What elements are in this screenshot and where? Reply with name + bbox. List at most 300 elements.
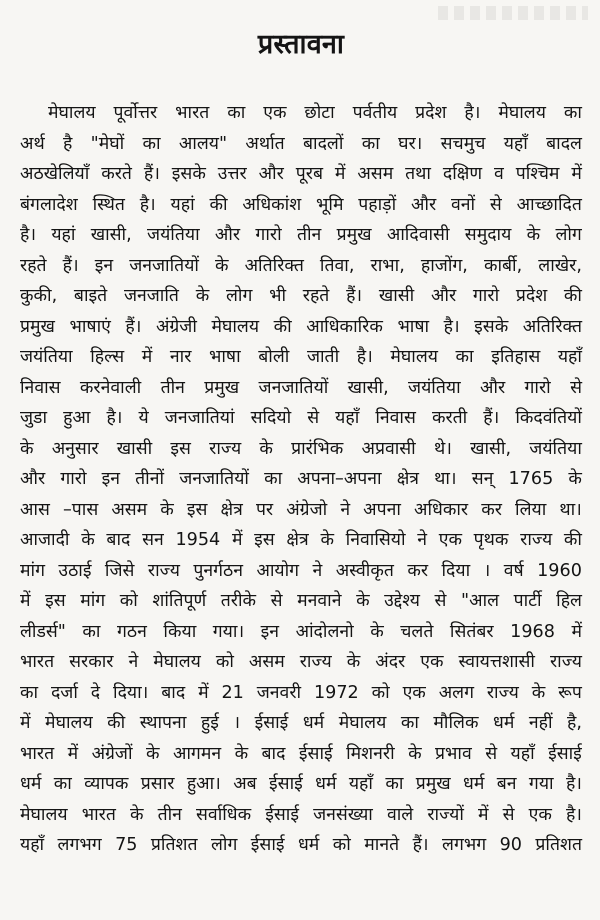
word: के bbox=[81, 530, 95, 550]
word: आस bbox=[20, 499, 50, 520]
word: में bbox=[334, 164, 346, 184]
word: तीनों bbox=[135, 469, 165, 489]
word: का bbox=[563, 103, 582, 123]
word: से bbox=[485, 743, 498, 764]
word: राज्य bbox=[549, 652, 582, 672]
word: का bbox=[82, 621, 101, 642]
word: वाले bbox=[386, 804, 414, 825]
word: जयंतिया bbox=[408, 377, 461, 398]
word: 1968 bbox=[510, 621, 555, 642]
word: गठन bbox=[117, 621, 147, 642]
word: प्रदेश bbox=[515, 286, 548, 306]
word: खासी bbox=[378, 286, 415, 306]
word: वर्ष bbox=[503, 560, 524, 581]
word: के bbox=[215, 255, 229, 276]
word: को bbox=[371, 682, 390, 703]
word: यहां bbox=[170, 194, 195, 215]
word: आंदोलनो bbox=[295, 621, 354, 642]
word: प्रतिशत bbox=[535, 835, 582, 855]
word: प्रतिशत bbox=[150, 835, 198, 855]
word: अनुसार bbox=[51, 438, 99, 459]
word: उद्देश्य bbox=[384, 591, 420, 611]
word: ने bbox=[417, 530, 428, 550]
word: के bbox=[370, 621, 384, 642]
word: कुकी, bbox=[20, 286, 58, 306]
word: जनजाति bbox=[123, 286, 179, 306]
word: करते bbox=[101, 164, 132, 184]
word: असम bbox=[357, 164, 394, 184]
text-line bbox=[20, 525, 582, 556]
word: में bbox=[20, 713, 31, 733]
word: तीन bbox=[160, 377, 185, 398]
word: से bbox=[489, 194, 502, 215]
word: यहाँ bbox=[335, 408, 360, 428]
word: जनवरी bbox=[256, 682, 302, 703]
word: धर्म bbox=[315, 774, 337, 794]
word: करती bbox=[431, 408, 468, 428]
word: हैं। bbox=[412, 835, 429, 855]
word: धर्म bbox=[302, 713, 325, 733]
word: व bbox=[494, 164, 504, 184]
word: से bbox=[570, 377, 582, 398]
word: ईसाई bbox=[250, 835, 285, 855]
word: मेघालय bbox=[338, 713, 387, 733]
word: रूप bbox=[558, 682, 582, 703]
word: 1960 bbox=[537, 560, 582, 581]
word: रहते bbox=[302, 286, 330, 306]
text-line bbox=[20, 769, 582, 800]
word: जयंतिया bbox=[20, 347, 73, 367]
word: क्षेत्र bbox=[286, 530, 309, 550]
word: इतिहास bbox=[491, 347, 541, 367]
word: पूर्वोत्तर bbox=[113, 103, 158, 123]
text-line bbox=[20, 739, 582, 770]
word: सन bbox=[142, 530, 164, 550]
word: निवासियो bbox=[345, 530, 406, 550]
word: आधिकारिक bbox=[306, 316, 383, 337]
word: ईसाई bbox=[298, 743, 333, 764]
word: से bbox=[434, 591, 447, 611]
word: अंग्रेजों bbox=[91, 743, 133, 764]
word: मिशनरी bbox=[346, 743, 395, 764]
word: प्रदेश bbox=[415, 103, 447, 123]
word: दक्षिण bbox=[442, 164, 483, 184]
word: जयंतिया bbox=[147, 225, 200, 245]
word: लगभग bbox=[57, 835, 102, 855]
word: प्रमुख bbox=[20, 316, 55, 337]
word: मेघालय bbox=[48, 103, 96, 123]
word: की bbox=[107, 713, 126, 733]
word: पुनर्गठन bbox=[193, 560, 243, 581]
word: कर bbox=[481, 499, 502, 520]
word: है। bbox=[20, 225, 37, 245]
word: हिल्स bbox=[90, 347, 125, 367]
word: को bbox=[332, 835, 351, 855]
word: और bbox=[20, 469, 46, 489]
word: यहाँ bbox=[348, 774, 373, 794]
word: इसके bbox=[171, 164, 206, 184]
word: का bbox=[361, 133, 380, 154]
word: इस bbox=[45, 591, 66, 611]
word: मेघालय bbox=[211, 316, 260, 337]
word: का bbox=[455, 347, 474, 367]
word: जनजातियों bbox=[129, 255, 199, 276]
word: के bbox=[531, 682, 546, 703]
word: हैं। bbox=[346, 286, 363, 306]
word: नहीं bbox=[528, 713, 553, 733]
word: जुडा bbox=[20, 408, 48, 428]
word: जनसंख्या bbox=[313, 804, 373, 825]
word: इन bbox=[101, 469, 121, 489]
word: धर्म bbox=[493, 713, 515, 733]
word: भारत bbox=[20, 652, 55, 672]
word: है। bbox=[565, 774, 582, 794]
word: वनों bbox=[450, 194, 476, 215]
word: 21 bbox=[221, 682, 244, 703]
word: सदियो bbox=[250, 408, 292, 428]
word: में bbox=[477, 804, 489, 825]
word: प्रमुख bbox=[204, 377, 240, 398]
word: सचमुच bbox=[440, 133, 486, 154]
word: एक bbox=[528, 804, 552, 825]
word: 1972 bbox=[313, 682, 359, 703]
word: भारत bbox=[20, 743, 55, 764]
word: के bbox=[234, 743, 249, 764]
word: राज्य bbox=[299, 652, 332, 672]
word: इस bbox=[186, 499, 208, 520]
word: दे bbox=[90, 682, 101, 703]
word: बाद bbox=[106, 530, 131, 550]
word: की bbox=[563, 286, 582, 306]
word: इन bbox=[94, 255, 114, 276]
word: असम bbox=[248, 652, 285, 672]
text-line bbox=[20, 373, 582, 404]
word: अठखेलियाँ bbox=[20, 164, 90, 184]
word: स्थापना bbox=[139, 713, 187, 733]
word: लगभग bbox=[442, 835, 487, 855]
text-line bbox=[20, 190, 582, 221]
word: तीन bbox=[157, 804, 182, 825]
text-line bbox=[20, 708, 582, 739]
word: पश्चिम bbox=[515, 164, 560, 184]
text-line bbox=[20, 312, 582, 343]
word: राज्यों bbox=[427, 804, 464, 825]
word: पहाड़ों bbox=[358, 194, 397, 215]
word: गारो bbox=[472, 286, 500, 306]
word: बाद bbox=[161, 682, 186, 703]
word: जनजातियों bbox=[258, 377, 329, 398]
word: मेघालय bbox=[390, 347, 438, 367]
word: और bbox=[214, 225, 241, 245]
word: के bbox=[145, 743, 160, 764]
word: एक bbox=[263, 103, 287, 123]
word: ने bbox=[312, 560, 323, 581]
word: "आल bbox=[461, 591, 500, 611]
word: का bbox=[385, 774, 404, 794]
word: अलग bbox=[438, 682, 474, 703]
word: आदिवासी bbox=[386, 225, 450, 245]
word: और bbox=[258, 164, 284, 184]
text-line bbox=[20, 251, 582, 282]
word: को bbox=[119, 591, 138, 611]
word: है bbox=[62, 133, 73, 154]
word: है। bbox=[464, 103, 481, 123]
text-line bbox=[20, 617, 582, 648]
word: यहाँ bbox=[20, 835, 45, 855]
word: बाद bbox=[261, 743, 286, 764]
word: को bbox=[215, 652, 234, 672]
word: छोटा bbox=[304, 103, 335, 123]
word: दिया। bbox=[113, 682, 149, 703]
word: ईसाई bbox=[269, 774, 303, 794]
word: सरकार bbox=[69, 652, 114, 672]
word: के bbox=[259, 438, 273, 459]
word: से bbox=[270, 591, 283, 611]
word: मेघालय bbox=[20, 804, 68, 825]
word: बन bbox=[496, 774, 517, 794]
word: भाषा bbox=[209, 347, 241, 367]
word: के bbox=[129, 804, 144, 825]
word: धर्म bbox=[297, 835, 320, 855]
word: भाषा bbox=[397, 316, 430, 337]
word: पर bbox=[255, 499, 274, 520]
word: राज्य bbox=[520, 530, 553, 550]
word: था। bbox=[434, 469, 457, 489]
text-line bbox=[20, 403, 582, 434]
word: चलते bbox=[400, 621, 434, 642]
word: 75 bbox=[115, 835, 138, 855]
word: भी bbox=[269, 286, 287, 306]
word: एक bbox=[420, 652, 444, 672]
word: के bbox=[568, 469, 582, 489]
word: लाखेर, bbox=[538, 255, 582, 276]
word: के bbox=[195, 286, 210, 306]
word: के bbox=[408, 743, 422, 764]
word: स्थित bbox=[92, 194, 125, 215]
text-line bbox=[20, 342, 582, 373]
word: और bbox=[410, 194, 437, 215]
word: खासी, bbox=[90, 225, 132, 245]
word: अंग्रेजी bbox=[155, 316, 197, 337]
word: से bbox=[502, 804, 515, 825]
word: यहां bbox=[51, 225, 76, 245]
word: जनजातियों bbox=[179, 469, 249, 489]
word: और bbox=[430, 286, 457, 306]
word: के bbox=[320, 530, 334, 550]
word: का bbox=[53, 774, 72, 794]
word: राभा, bbox=[370, 255, 405, 276]
word: के bbox=[356, 591, 370, 611]
word: कर bbox=[407, 560, 429, 581]
word: असम bbox=[111, 499, 148, 520]
word: मेघालय bbox=[45, 713, 93, 733]
word: है। bbox=[356, 347, 373, 367]
word: मांग bbox=[80, 591, 106, 611]
word: गारो bbox=[60, 469, 87, 489]
word: हुआ bbox=[63, 408, 91, 428]
word: आजादी bbox=[20, 530, 70, 550]
page-title: प्रस्तावना bbox=[257, 29, 345, 60]
word: निवास bbox=[375, 408, 416, 428]
text-line bbox=[20, 800, 582, 831]
word: तिवा, bbox=[319, 255, 355, 276]
word: अप्रवासी bbox=[361, 438, 416, 459]
word: मेघालय bbox=[498, 103, 546, 123]
word: के bbox=[20, 438, 34, 459]
word: जनजातियां bbox=[164, 408, 235, 428]
text-line bbox=[20, 220, 582, 251]
body-paragraph bbox=[20, 98, 582, 861]
word: कार्बी, bbox=[483, 255, 523, 276]
word: सन् bbox=[471, 469, 494, 489]
word: ईसाई bbox=[254, 713, 289, 733]
word: यहाँ bbox=[557, 347, 582, 367]
word: 1765 bbox=[508, 469, 554, 489]
word: पार्टी bbox=[513, 591, 542, 611]
text-line bbox=[20, 159, 582, 190]
word: उठाई bbox=[58, 560, 92, 581]
word: क्षेत्र bbox=[396, 469, 420, 489]
word: बाइते bbox=[73, 286, 108, 306]
word: भाषाएं bbox=[69, 316, 111, 337]
word: लोग bbox=[210, 835, 238, 855]
word: अर्थ bbox=[20, 133, 45, 154]
word: ईसाई bbox=[548, 743, 582, 764]
word: प्रभाव bbox=[435, 743, 472, 764]
word: –पास bbox=[62, 499, 99, 520]
word: किया bbox=[163, 621, 197, 642]
word: अपना–अपना bbox=[297, 469, 382, 489]
word: सर्वाधिक bbox=[196, 804, 252, 825]
word: घर। bbox=[398, 133, 423, 154]
word: में bbox=[231, 530, 243, 550]
word: थे। bbox=[433, 438, 452, 459]
word: के bbox=[346, 652, 361, 672]
word: लिया bbox=[515, 499, 547, 520]
word: दिया bbox=[441, 560, 471, 581]
word: यहाँ bbox=[503, 133, 528, 154]
word: गया bbox=[528, 774, 554, 794]
word: रहते bbox=[20, 255, 47, 276]
word: तीन bbox=[296, 225, 322, 245]
word: में bbox=[198, 682, 209, 703]
word: हैं। bbox=[62, 255, 79, 276]
word: हैं। bbox=[125, 316, 142, 337]
word: सितंबर bbox=[449, 621, 494, 642]
word: तथा bbox=[405, 164, 431, 184]
word: राज्य bbox=[209, 438, 242, 459]
word: ईसाई bbox=[265, 804, 299, 825]
word: अर्थात bbox=[245, 133, 285, 154]
text-line bbox=[20, 556, 582, 587]
word: का bbox=[20, 682, 39, 703]
word: का bbox=[400, 713, 419, 733]
word: का bbox=[227, 103, 246, 123]
word: में bbox=[141, 347, 153, 367]
word: है। bbox=[139, 194, 156, 215]
word: ने bbox=[340, 499, 351, 520]
word: लोग bbox=[225, 286, 253, 306]
word: भारत bbox=[81, 804, 116, 825]
word: अंग्रेजो bbox=[286, 499, 328, 520]
text-line bbox=[20, 647, 582, 678]
text-line bbox=[20, 281, 582, 312]
word: निवास bbox=[20, 377, 61, 398]
word: उत्तर bbox=[217, 164, 247, 184]
word: बंगलादेश bbox=[20, 194, 78, 215]
word: में bbox=[571, 621, 582, 642]
word: अपना bbox=[363, 499, 401, 520]
word: शांतिपूर्ण bbox=[152, 591, 207, 611]
word: है। bbox=[443, 316, 460, 337]
word: । bbox=[483, 560, 491, 581]
word: एक bbox=[402, 682, 426, 703]
word: इस bbox=[254, 530, 275, 550]
word: अधिकांश bbox=[242, 194, 302, 215]
word: आच्छादित bbox=[516, 194, 582, 215]
word: में bbox=[67, 743, 79, 764]
word: खासी bbox=[116, 438, 153, 459]
text-line bbox=[20, 464, 582, 495]
word: हुआ। bbox=[186, 774, 221, 794]
word: हैं। bbox=[143, 164, 160, 184]
word: का bbox=[264, 469, 283, 489]
word: और bbox=[479, 377, 506, 398]
word: के bbox=[526, 225, 541, 245]
word: तरीके bbox=[220, 591, 257, 611]
word: ये bbox=[138, 408, 149, 428]
word: दर्जा bbox=[50, 682, 78, 703]
word: 90 bbox=[499, 835, 522, 855]
word: आयोग bbox=[256, 560, 300, 581]
word: । bbox=[233, 713, 241, 733]
word: अतिरिक्त bbox=[244, 255, 304, 276]
word: था। bbox=[559, 499, 582, 520]
word: मनवाने bbox=[297, 591, 342, 611]
text-line bbox=[20, 586, 582, 617]
word: पृथक bbox=[473, 530, 509, 550]
word: जयंतिया bbox=[529, 438, 582, 459]
word: यहाँ bbox=[510, 743, 535, 764]
word: स्वायत्तशासी bbox=[458, 652, 535, 672]
word: मौलिक bbox=[433, 713, 479, 733]
word: करनेवाली bbox=[79, 377, 142, 398]
word: मांग bbox=[20, 560, 45, 581]
word: प्रारंभिक bbox=[291, 438, 344, 459]
word: क्षेत्र bbox=[220, 499, 243, 520]
word: 1954 bbox=[175, 530, 221, 550]
word: हाजोंग, bbox=[420, 255, 468, 276]
word: में bbox=[20, 591, 31, 611]
text-line bbox=[20, 495, 582, 526]
word: है, bbox=[567, 713, 582, 733]
word: लीडर्स" bbox=[20, 621, 66, 642]
word: अब bbox=[233, 774, 257, 794]
word: की bbox=[563, 530, 582, 550]
text-line bbox=[20, 434, 582, 465]
word: मेघालय bbox=[153, 652, 201, 672]
word: धर्म bbox=[463, 774, 485, 794]
word: एक bbox=[438, 530, 462, 550]
word: आगमन bbox=[172, 743, 222, 764]
word: की bbox=[209, 194, 228, 215]
word: प्रमुख bbox=[415, 774, 451, 794]
word: का bbox=[142, 133, 161, 154]
text-line bbox=[20, 129, 582, 160]
word: अंदर bbox=[375, 652, 406, 672]
word: जाती bbox=[306, 347, 340, 367]
word: अधिकार bbox=[414, 499, 469, 520]
